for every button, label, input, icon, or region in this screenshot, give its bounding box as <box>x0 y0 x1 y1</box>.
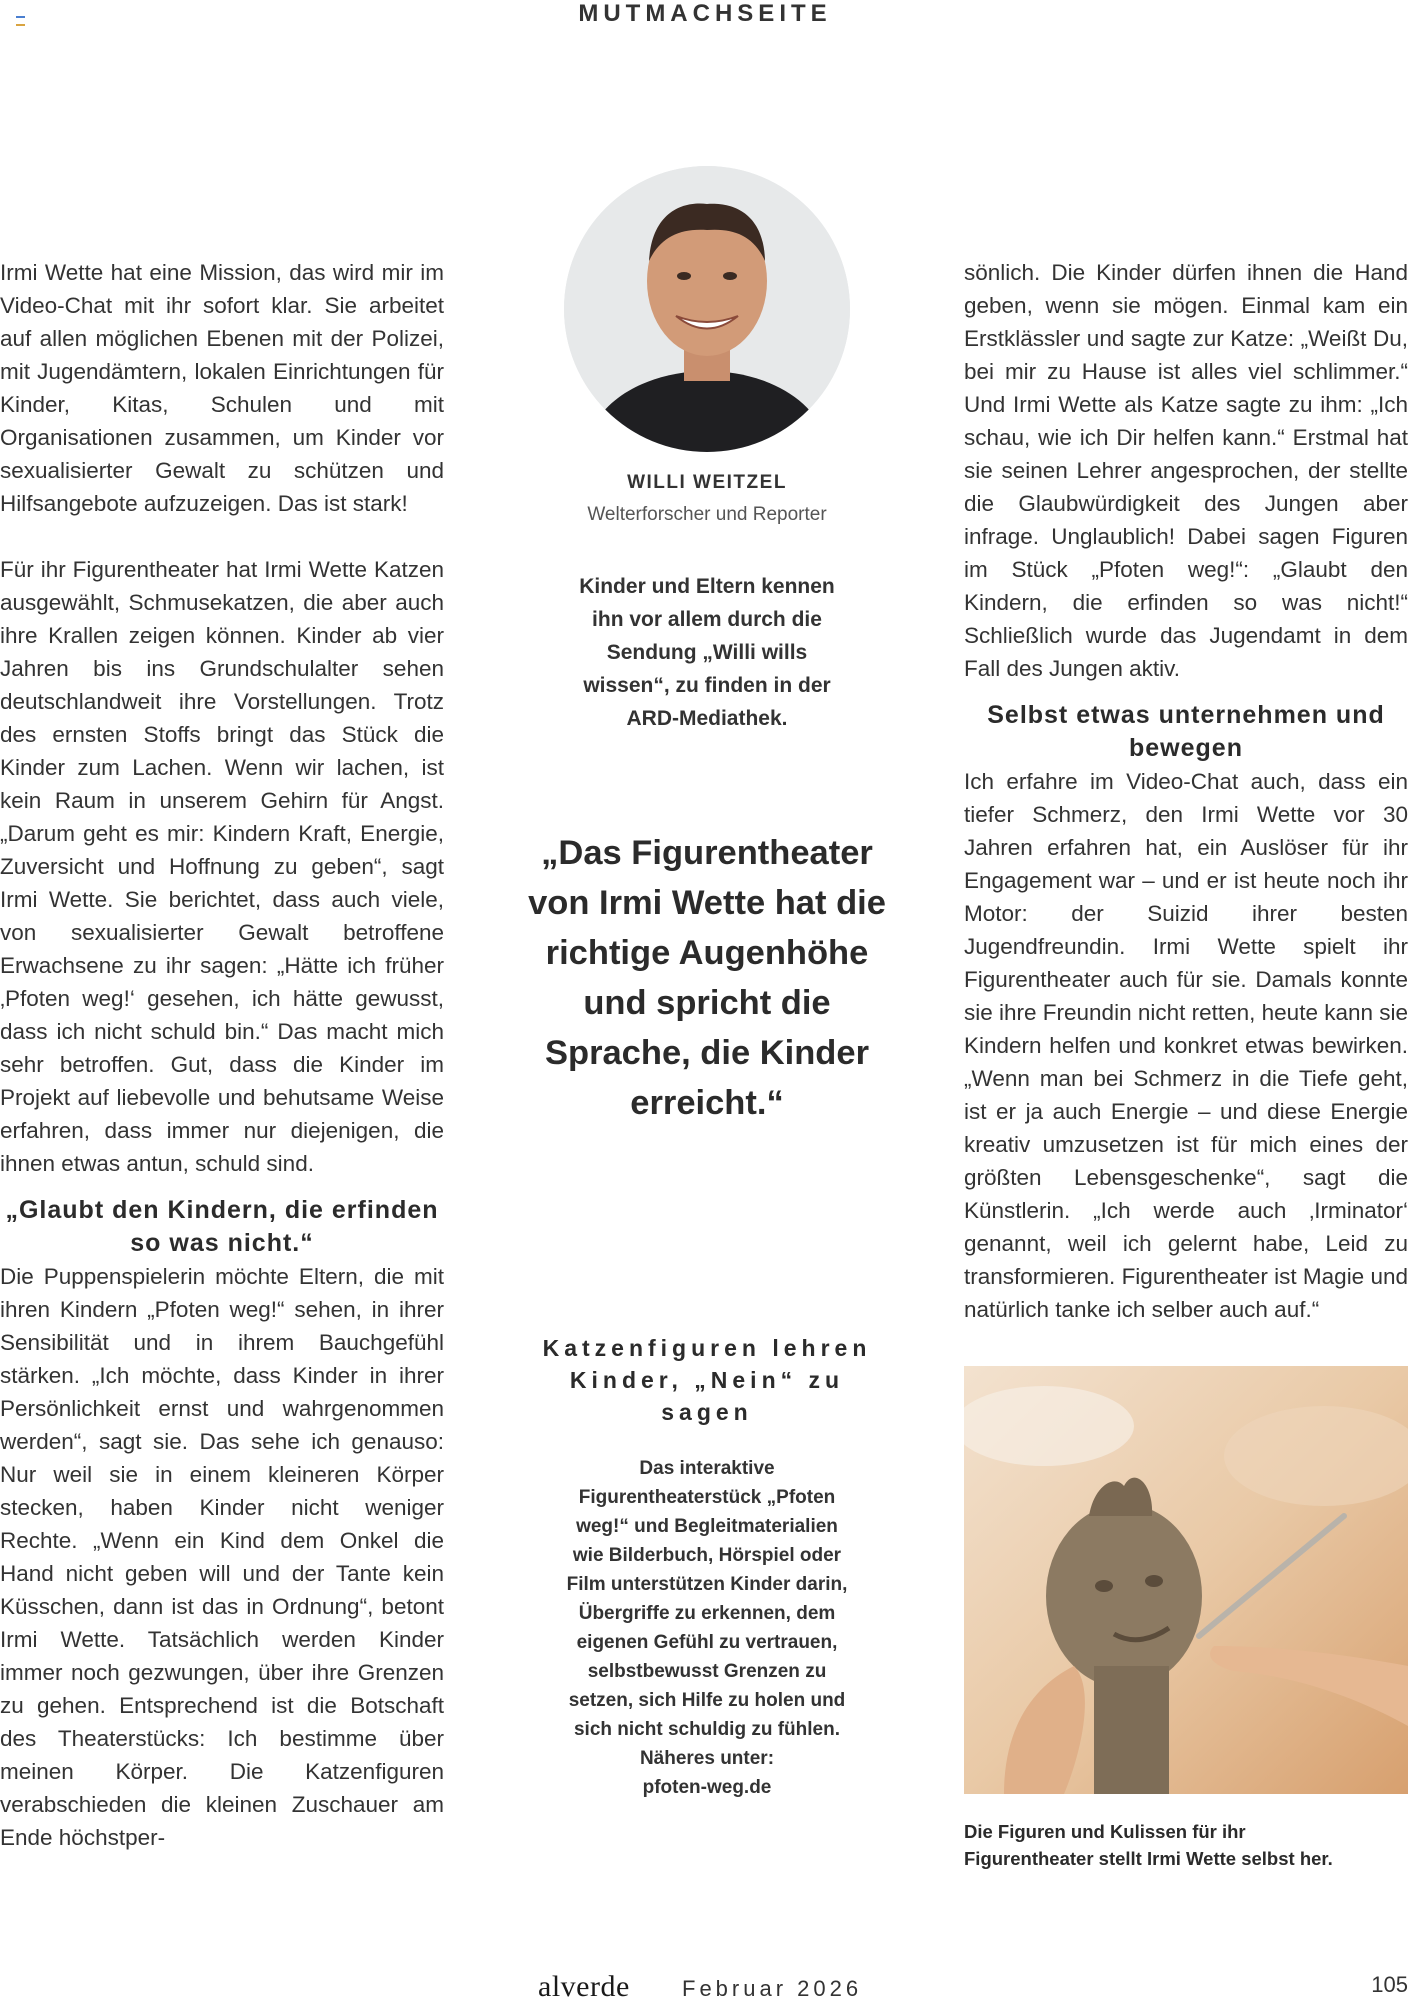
info-box-more-label: Näheres unter: <box>639 1748 775 1769</box>
info-box-title: Katzenfiguren lehren Kinder, „Nein“ zu sagen <box>542 1335 872 1425</box>
person-description: Kinder und Eltern kennen ihn vor allem durch die Sendung „Willi wills wissen“, zu finden in der ARD-Mediathek. <box>579 575 835 730</box>
portrait-photo <box>564 166 850 452</box>
section-label: MUTMACHSEITE <box>578 0 832 27</box>
pull-quote: „Das Figurentheater von Irmi Wette hat die richtige Augenhöhe und spricht die Sprache, die Kinder erreicht.“ <box>528 834 886 1122</box>
left-paragraph-3: Die Puppenspielerin möchte Eltern, die mit ihren Kindern „Pfoten weg!“ sehen, in ihrer Sensibilität und in ihrem Bauchgefühl stärken. „Ich möchte, dass Kinder in ihrer Persönlichkeit ernst und wahrgenommen werden“, sagt sie. Das sehe ich genauso: Nur weil sie in einem kleineren Körper stecken, haben Kinder nicht weniger Rechte. „Wenn ein Kind dem Onkel die Hand nicht geben will und der Tante kein Küsschen, dann ist das in Ordnung“, betont Irmi Wette. Tatsächlich werden Kinder immer noch gezwungen, über ihre Grenzen zu gehen. Entsprechend ist die Botschaft des Theaterstücks: Ich bestimme über meinen Körper. Die Katzenfiguren verabschieden die kleinen Zuschauer am Ende höchstper- <box>0 1264 444 1850</box>
right-column <box>964 256 1408 1326</box>
info-box <box>562 1454 852 1802</box>
clay-figure-photo <box>964 1366 1408 1794</box>
left-column <box>0 256 444 1854</box>
issue-date: Februar 2026 <box>682 1976 863 2001</box>
person-name: WILLI WEITZEL <box>627 472 787 493</box>
person-role: Welterforscher und Reporter <box>587 504 827 525</box>
right-paragraph-2: Ich erfahre im Video-Chat auch, dass ein tiefer Schmerz, den Irmi Wette vor 30 Jahren erfahren hat, ein Auslöser für ihr Engagement war – und er ist heute noch ihr Motor: der Suizid ihrer besten Jugendfreundin. Irmi Wette spielt ihr Figurentheater auch für sie. Damals konnte sie ihre Freundin nicht retten, heute kann sie Kindern helfen und konkret etwas bewirken. „Wenn man bei Schmerz in die Tiefe geht, ist er ja auch Energie – und diese Energie kreativ umzusetzen ist für mich eines der größten Lebensgeschenke“, sagt die Künstlerin. „Ich werde auch ‚Irminator‘ genannt, weil ich gelernt habe, Leid zu transformieren. Figurentheater ist Magie und natürlich tanke ich selber auch auf.“ <box>964 769 1408 1322</box>
right-paragraph-1: sönlich. Die Kinder dürfen ihnen die Hand geben, wenn sie mögen. Einmal kam ein Erstklässler und sagte zur Katze: „Weißt Du, bei mir zu Hause ist alles viel schlimmer.“ Und Irmi Wette als Katze sagte zu ihm: „Ich schau, wie ich Dir helfen kann.“ Erstmal hat sie seinen Lehrer angesprochen, der stellte die Glaubwürdigkeit des Jungen aber infrage. Unglaublich! Dabei sagen Figuren im Stück „Pfoten weg!“: „Glaubt den Kindern, die erfinden so was nicht!“ Schließlich wurde das Jugendamt in dem Fall des Jungen aktiv. <box>964 260 1408 681</box>
info-box-link[interactable]: pfoten-weg.de <box>642 1777 772 1798</box>
image-caption: Die Figuren und Kulissen für ihr Figurentheater stellt Irmi Wette selbst her. <box>964 1821 1333 1869</box>
brand-logo: alverde <box>538 1970 630 2003</box>
left-subheading: „Glaubt den Kindern, die erfinden so was nicht.“ <box>5 1196 439 1257</box>
left-paragraph-2: Für ihr Figurentheater hat Irmi Wette Katzen ausgewählt, Schmusekatzen, die aber auch ihre Krallen zeigen können. Kinder ab vier Jahren bis ins Grundschulalter sehen deutschlandweit ihre Vorstellungen. Trotz des ernsten Stoffs bringt das Stück die Kinder zum Lachen. Wenn wir lachen, ist kein Raum in unserem Gehirn für Angst. „Darum geht es mir: Kindern Kraft, Energie, Zuversicht und Hoffnung zu geben“, sagt Irmi Wette. Sie berichtet, dass auch viele, von sexualisierter Gewalt betroffene Erwachsene zu ihr sagen: „Hätte ich früher ‚Pfoten weg!‘ gesehen, ich hätte gewusst, dass ich nicht schuld bin.“ Das macht mich sehr betroffen. Gut, dass die Kinder im Projekt auf liebevolle und behutsame Weise erfahren, dass immer nur diejenigen, die ihnen etwas antun, schuld sind. <box>0 557 444 1176</box>
info-box-text: Das interaktive Figurentheaterstück „Pfoten weg!“ und Begleitmaterialien wie Bilderbuch, Hörspiel oder Film unterstützen Kinder darin, Übergriffe zu erkennen, dem eigenen Gefühl zu vertrauen, selbstbewusst Grenzen zu setzen, sich Hilfe zu holen und sich nicht schuldig zu fühlen. <box>566 1458 848 1740</box>
corner-mark-icon <box>16 16 25 26</box>
left-paragraph-1: Irmi Wette hat eine Mission, das wird mir im Video-Chat mit ihr sofort klar. Sie arbeitet auf allen möglichen Ebenen mit der Polizei, mit Jugendämtern, lokalen Einrichtungen für Kinder, Kitas, Schulen und mit Organisationen zusammen, um Kinder vor sexualisierter Gewalt zu schützen und Hilfsangebote aufzuzeigen. Das ist stark! <box>0 260 444 516</box>
right-subheading: Selbst etwas unternehmen und bewegen <box>987 701 1385 762</box>
page-number: 105 <box>1371 1972 1408 1997</box>
